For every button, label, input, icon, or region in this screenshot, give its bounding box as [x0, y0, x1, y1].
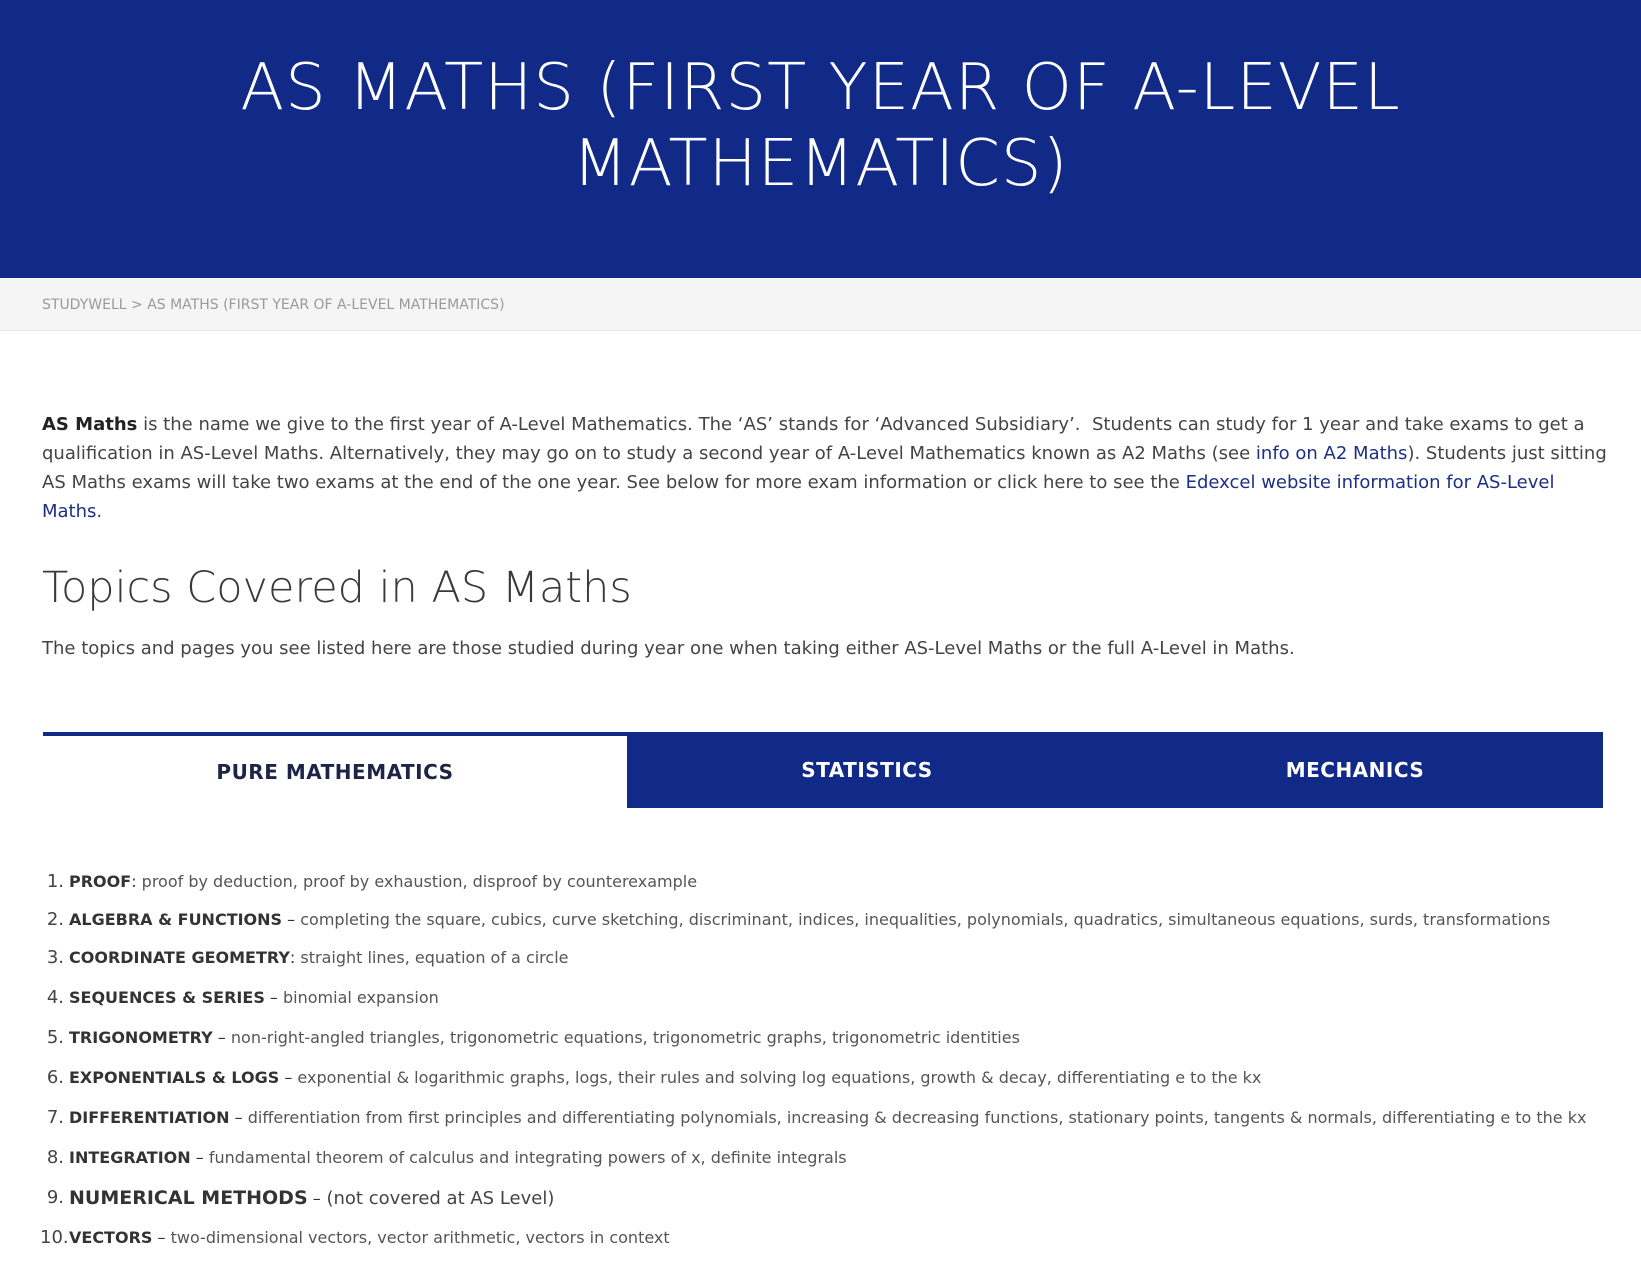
topic-description: (not covered at AS Level) [320, 1188, 555, 1209]
topic-name: PROOF [69, 872, 132, 891]
topic-name: NUMERICAL METHODS [69, 1187, 308, 1209]
intro-text-3: . [96, 501, 103, 522]
topic-separator: – [282, 910, 296, 929]
topic-name: INTEGRATION [69, 1148, 191, 1167]
breadcrumb [42, 296, 505, 314]
list-number: 1. [46, 871, 64, 892]
list-item [40, 870, 1600, 908]
topic-list [40, 870, 1600, 1266]
subject-tabs [43, 732, 1603, 808]
list-number: 3. [46, 947, 64, 968]
topic-separator: – [279, 1068, 293, 1087]
list-number: 5. [46, 1027, 64, 1048]
topics-subtitle: The topics and pages you see listed here are those studied during year one when taking either AS-Level Maths or the full A-Level in Maths. [42, 638, 1295, 659]
topic-name: DIFFERENTIATION [69, 1108, 230, 1127]
breadcrumb-home-link[interactable]: STUDYWELL [42, 297, 127, 313]
list-number: 9. [46, 1187, 64, 1208]
edexcel-info-link[interactable]: Edexcel website information for AS-Level Maths [42, 472, 1555, 522]
list-number: 6. [46, 1067, 64, 1088]
list-number: 2. [46, 909, 64, 930]
topic-description: completing the square, cubics, curve sketching, discriminant, indices, inequalities, polynomials, quadratics, simultaneous equations, surds, transformations [295, 910, 1551, 929]
list-item [40, 908, 1600, 946]
page-hero [0, 0, 1641, 278]
topic-separator: – [190, 1148, 204, 1167]
topic-description: fundamental theorem of calculus and integrating powers of x, definite integrals [203, 1148, 847, 1167]
topic-name: VECTORS [69, 1228, 153, 1247]
topic-description: proof by deduction, proof by exhaustion, disproof by counterexample [136, 872, 698, 891]
topic-description: exponential & logarithmic graphs, logs, their rules and solving log equations, growth & decay, differentiating e to the kx [292, 1068, 1262, 1087]
topic-name: SEQUENCES & SERIES [69, 988, 265, 1007]
topic-description: non-right-angled triangles, trigonometric equations, trigonometric graphs, trigonometric identities [225, 1028, 1020, 1047]
list-item [40, 1066, 1600, 1106]
topic-name: COORDINATE GEOMETRY [69, 948, 290, 967]
list-item [40, 1186, 1600, 1226]
topic-description: differentiation from first principles and differentiating polynomials, increasing & decreasing functions, stationary points, tangents & normals, differentiating e to the kx [242, 1108, 1587, 1127]
list-item [40, 946, 1600, 986]
list-number: 4. [46, 987, 64, 1008]
tab-statistics[interactable]: STATISTICS [627, 732, 1107, 808]
list-number: 7. [46, 1107, 64, 1128]
topic-separator: – [307, 1189, 321, 1208]
topic-description: binomial expansion [277, 988, 439, 1007]
topic-description: two-dimensional vectors, vector arithmetic, vectors in context [165, 1228, 670, 1247]
intro-text-1: is the name we give to the first year of A-Level Mathematics. The ‘AS’ stands for ‘Advanced Subsidiary’. Students can study for 1 year and take exams to get a qualification in AS-Level Maths. Alternatively, they may go on to study a second year of A-Level Mathematics known as A2 Maths (see [42, 414, 1591, 464]
topic-name: EXPONENTIALS & LOGS [69, 1068, 280, 1087]
topic-description: straight lines, equation of a circle [295, 948, 569, 967]
topic-separator: – [152, 1228, 166, 1247]
topic-separator: – [229, 1108, 243, 1127]
topic-separator: – [212, 1028, 226, 1047]
intro-bold-term: AS Maths [42, 414, 138, 435]
list-item [40, 1106, 1600, 1146]
tab-pure-mathematics[interactable]: PURE MATHEMATICS [43, 732, 627, 808]
list-item [40, 986, 1600, 1026]
topic-separator: – [264, 988, 278, 1007]
topic-separator: : [131, 872, 137, 891]
list-item [40, 1226, 1600, 1266]
topic-separator: : [289, 948, 296, 967]
topic-name: ALGEBRA & FUNCTIONS [69, 910, 283, 929]
page-title: AS MATHS (FIRST YEAR OF A-LEVEL MATHEMATICS) [240, 51, 1401, 201]
breadcrumb-separator: > [126, 297, 148, 313]
list-number: 10. [40, 1227, 69, 1248]
topics-heading: Topics Covered in AS Maths [42, 563, 632, 613]
list-item [40, 1026, 1600, 1066]
a2-maths-info-link[interactable]: info on A2 Maths [1255, 443, 1408, 464]
tab-mechanics[interactable]: MECHANICS [1107, 732, 1603, 808]
list-item [40, 1146, 1600, 1186]
breadcrumb-current: AS MATHS (FIRST YEAR OF A-LEVEL MATHEMATICS) [147, 297, 505, 313]
intro-paragraph [42, 410, 1614, 526]
list-number: 8. [46, 1147, 64, 1168]
topic-name: TRIGONOMETRY [69, 1028, 213, 1047]
breadcrumb-bar [0, 278, 1641, 331]
intro-text-2: ). Students just sitting AS Maths exams will take two exams at the end of the one year. See below for more exam information or click here to see the [42, 443, 1607, 493]
